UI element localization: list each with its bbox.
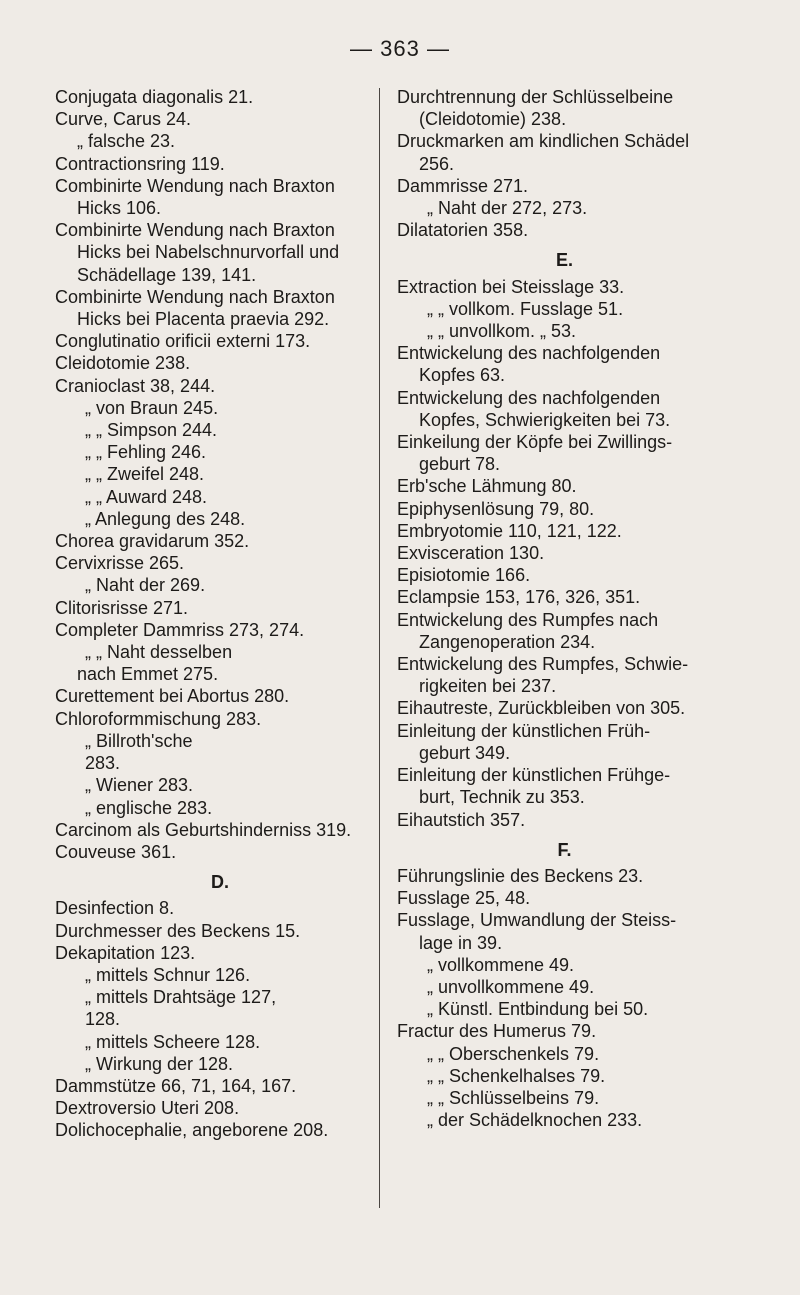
index-entry: Entwickelung des Rumpfes, Schwie- xyxy=(397,654,689,675)
index-entry: „ mittels Scheere 128. xyxy=(85,1031,261,1052)
index-column-right xyxy=(397,86,732,1131)
index-entry: „ „ Simpson 244. xyxy=(85,420,218,441)
index-entry: Zangenoperation 234. xyxy=(419,631,596,652)
index-entry: Completer Dammriss 273, 274. xyxy=(55,619,305,640)
index-entry: nach Emmet 275. xyxy=(77,664,219,685)
index-entry: Couveuse 361. xyxy=(55,841,177,862)
index-entry: „ Billroth'sche xyxy=(85,730,193,751)
index-entry: „ englische 283. xyxy=(85,797,213,818)
index-entry: Einkeilung der Köpfe bei Zwillings- xyxy=(397,432,673,453)
index-entry: Exvisceration 130. xyxy=(397,543,545,564)
index-entry: Entwickelung des Rumpfes nach xyxy=(397,609,659,630)
page-number: — 363 — xyxy=(350,36,450,61)
index-entry: Entwickelung des nachfolgenden xyxy=(397,343,661,364)
index-entry: 283. xyxy=(85,753,121,774)
index-entry: Dilatatorien 358. xyxy=(397,220,529,241)
index-entry: „ „ vollkom. Fusslage 51. xyxy=(427,298,624,319)
index-column-left xyxy=(55,86,385,1142)
index-entry: Schädellage 139, 141. xyxy=(77,264,257,285)
index-entry: „ der Schädelknochen 233. xyxy=(427,1110,643,1131)
index-entry: „ unvollkommene 49. xyxy=(427,976,595,997)
index-entry: Combinirte Wendung nach Braxton xyxy=(55,175,335,196)
index-entry: lage in 39. xyxy=(419,932,503,953)
index-entry: Hicks bei Nabelschnurvorfall und xyxy=(77,242,340,263)
index-entry: Dolichocephalie, angeborene 208. xyxy=(55,1120,329,1141)
index-entry: „ Naht der 269. xyxy=(85,575,206,596)
index-entry: „ mittels Schnur 126. xyxy=(85,964,251,985)
index-entry: Cranioclast 38, 244. xyxy=(55,375,216,396)
index-entry: Chorea gravidarum 352. xyxy=(55,531,250,552)
index-entry: Epiphysenlösung 79, 80. xyxy=(397,498,595,519)
index-entry: Desinfection 8. xyxy=(55,898,175,919)
index-entry: Entwickelung des nachfolgenden xyxy=(397,387,661,408)
column-divider xyxy=(379,88,380,1208)
index-entry: Dextroversio Uteri 208. xyxy=(55,1098,240,1119)
index-entry: Führungslinie des Beckens 23. xyxy=(397,865,644,886)
section-letter: E. xyxy=(555,250,573,271)
section-letter: F. xyxy=(557,839,572,860)
index-entry: Episiotomie 166. xyxy=(397,565,531,586)
section-letter: D. xyxy=(211,872,229,893)
index-entry: „ vollkommene 49. xyxy=(427,954,575,975)
index-entry: Curettement bei Abortus 280. xyxy=(55,686,290,707)
index-entry: Erb'sche Lähmung 80. xyxy=(397,476,577,497)
index-entry: Kopfes, Schwierigkeiten bei 73. xyxy=(419,409,671,430)
index-entry: Conjugata diagonalis 21. xyxy=(55,87,254,107)
index-entry: Embryotomie 110, 121, 122. xyxy=(397,520,622,541)
index-entry: „ „ unvollkom. „ 53. xyxy=(427,321,577,342)
index-entry: „ „ Auward 248. xyxy=(85,486,208,507)
index-entry: Durchtrennung der Schlüsselbeine xyxy=(397,87,674,107)
index-entry: „ „ Naht desselben xyxy=(85,642,233,663)
index-entry: Cleidotomie 238. xyxy=(55,353,191,374)
index-entry: Curve, Carus 24. xyxy=(55,109,192,130)
index-entry: Fusslage, Umwandlung der Steiss- xyxy=(397,910,677,931)
index-entry: Durchmesser des Beckens 15. xyxy=(55,920,301,941)
index-entry: „ falsche 23. xyxy=(77,131,176,152)
index-entry: „ „ Oberschenkels 79. xyxy=(427,1043,600,1064)
index-entry: 256. xyxy=(419,153,455,174)
index-entry: „ „ Fehling 246. xyxy=(85,442,207,463)
index-entry: Eihautstich 357. xyxy=(397,809,526,830)
index-entry: „ Künstl. Entbindung bei 50. xyxy=(427,999,649,1020)
index-entry: Hicks 106. xyxy=(77,198,162,219)
index-entry: Contractionsring 119. xyxy=(55,153,225,174)
index-entry: Combinirte Wendung nach Braxton xyxy=(55,220,335,241)
index-entry: Fractur des Humerus 79. xyxy=(397,1021,597,1042)
index-entry: Conglutinatio orificii externi 173. xyxy=(55,331,311,352)
index-entry: „ „ Zweifel 248. xyxy=(85,464,205,485)
index-entry: (Cleidotomie) 238. xyxy=(419,109,567,130)
index-entry: Einleitung der künstlichen Früh- xyxy=(397,720,651,741)
index-entry: „ Anlegung des 248. xyxy=(85,508,246,529)
index-entry: Chloroformmischung 283. xyxy=(55,708,262,729)
index-entry: Carcinom als Geburtshinderniss 319. xyxy=(55,819,352,840)
index-entry: Extraction bei Steisslage 33. xyxy=(397,276,625,297)
index-entry: Dammrisse 271. xyxy=(397,175,529,196)
index-entry: „ von Braun 245. xyxy=(85,397,219,418)
index-entry: „ „ Schenkelhalses 79. xyxy=(427,1065,606,1086)
index-entry: Dekapitation 123. xyxy=(55,942,196,963)
index-entry: geburt 349. xyxy=(419,742,511,763)
index-entry: Clitorisrisse 271. xyxy=(55,597,189,618)
index-entry: Eclampsie 153, 176, 326, 351. xyxy=(397,587,641,608)
index-entry: geburt 78. xyxy=(419,454,501,475)
index-entry: Fusslage 25, 48. xyxy=(397,888,531,909)
index-entry: Combinirte Wendung nach Braxton xyxy=(55,286,335,307)
index-entry: Dammstütze 66, 71, 164, 167. xyxy=(55,1075,297,1096)
index-entry: burt, Technik zu 353. xyxy=(419,787,585,808)
index-entry: Kopfes 63. xyxy=(419,365,506,386)
index-entry: „ Wirkung der 128. xyxy=(85,1053,234,1074)
index-entry: Druckmarken am kindlichen Schädel xyxy=(397,131,690,152)
index-entry: Einleitung der künstlichen Frühge- xyxy=(397,765,671,786)
index-entry: Hicks bei Placenta praevia 292. xyxy=(77,309,330,330)
index-entry: „ mittels Drahtsäge 127, xyxy=(85,987,277,1008)
index-entry: „ „ Schlüsselbeins 79. xyxy=(427,1087,600,1108)
index-entry: „ Naht der 272, 273. xyxy=(427,198,588,219)
index-entry: Eihautreste, Zurückbleiben von 305. xyxy=(397,698,686,719)
index-entry: rigkeiten bei 237. xyxy=(419,676,557,697)
index-entry: 128. xyxy=(85,1009,121,1030)
index-entry: „ Wiener 283. xyxy=(85,775,194,796)
index-entry: Cervixrisse 265. xyxy=(55,553,185,574)
